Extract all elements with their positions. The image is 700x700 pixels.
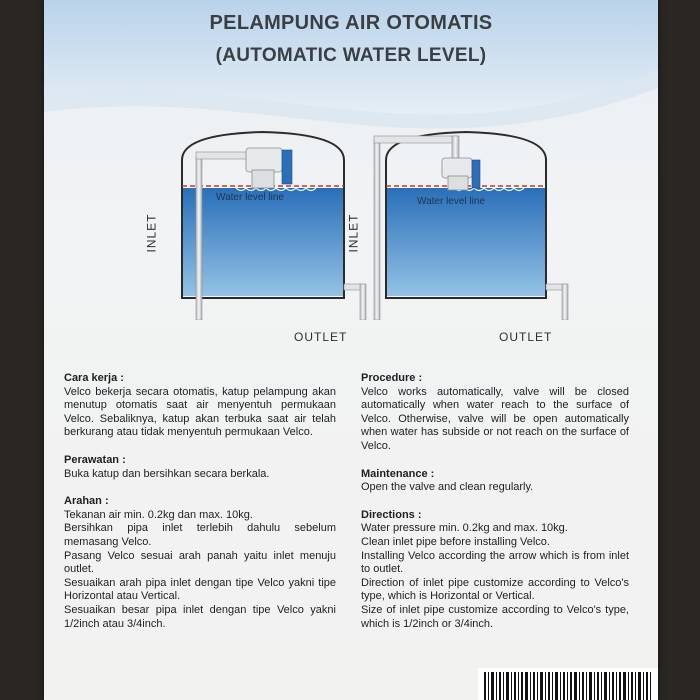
list-item: Sesuaikan besar pipa inlet dengan tipe Velco yakni 1/2inch atau 3/4inch. <box>64 603 336 630</box>
heading-perawatan: Perawatan : <box>64 453 126 466</box>
tank-water <box>183 188 344 296</box>
heading-arahan: Arahan : <box>64 495 109 508</box>
section-perawatan <box>64 454 336 481</box>
list-item: Pasang Velco sesuai arah panah yaitu inlet menuju outlet. <box>64 549 336 576</box>
diagram-horizontal-install <box>136 120 376 320</box>
outlet-label-left: OUTLET <box>294 330 348 344</box>
section-directions <box>361 509 629 631</box>
list-item: Installing Velco according the arrow which is from inlet to outlet. <box>361 549 629 576</box>
list-item: Clean inlet pipe before installing Velco. <box>361 535 550 548</box>
diagram-vertical-install <box>344 120 584 320</box>
heading-cara-kerja: Cara kerja : <box>64 372 124 384</box>
heading-procedure: Procedure : <box>361 372 423 384</box>
title-id: PELAMPUNG AIR OTOMATIS <box>209 12 493 34</box>
barcode <box>478 668 658 700</box>
outlet-label-right: OUTLET <box>499 330 553 344</box>
water-level-label-left: Water level line <box>216 192 284 203</box>
section-cara-kerja <box>64 372 336 440</box>
section-procedure <box>361 372 629 454</box>
body-perawatan: Buka katup dan bersihkan secara berkala. <box>64 467 270 480</box>
list-item: Size of inlet pipe customize according to Velco's type, which is 1/2inch or 3/4inch. <box>361 603 629 630</box>
heading-maintenance: Maintenance : <box>361 467 435 480</box>
section-maintenance <box>361 468 629 495</box>
list-item: Direction of inlet pipe customize according to Velco's type, which is Horizontal or Vertical. <box>361 576 629 603</box>
water-level-label-right: Water level line <box>417 196 485 207</box>
inlet-label-left: INLET <box>144 213 159 253</box>
body-procedure: Velco works automatically, valve will be closed automatically when water reach to the surface of Velco. Otherwise, valve will be open automatically when water has subside or not reach on the surface of Velco. <box>361 385 629 452</box>
section-arahan <box>64 495 336 631</box>
list-item: Sesuaikan arah pipa inlet dengan tipe Velco yakni tipe Horizontal atau Vertical. <box>64 576 336 603</box>
instructions-indonesian <box>64 372 336 645</box>
list-item: Water pressure min. 0.2kg and max. 10kg. <box>361 522 568 535</box>
inlet-label-right: INLET <box>346 213 361 253</box>
list-item: Tekanan air min. 0.2kg dan max. 10kg. <box>64 508 253 521</box>
title-en: (AUTOMATIC WATER LEVEL) <box>215 45 487 66</box>
body-cara-kerja: Velco bekerja secara otomatis, katup pelampung akan menutup otomatis saat air menyentuh permukaan Velco. Sebaliknya, katup akan terbuka saat air telah berkurang atau tidak menyentuh permukaan Velco. <box>64 385 336 439</box>
list-item: Bersihkan pipa inlet terlebih dahulu sebelum memasang Velco. <box>64 522 336 548</box>
heading-directions: Directions : <box>361 508 422 521</box>
body-maintenance: Open the valve and clean regularly. <box>361 481 534 494</box>
instructions-english <box>361 372 629 645</box>
product-card <box>44 0 658 700</box>
